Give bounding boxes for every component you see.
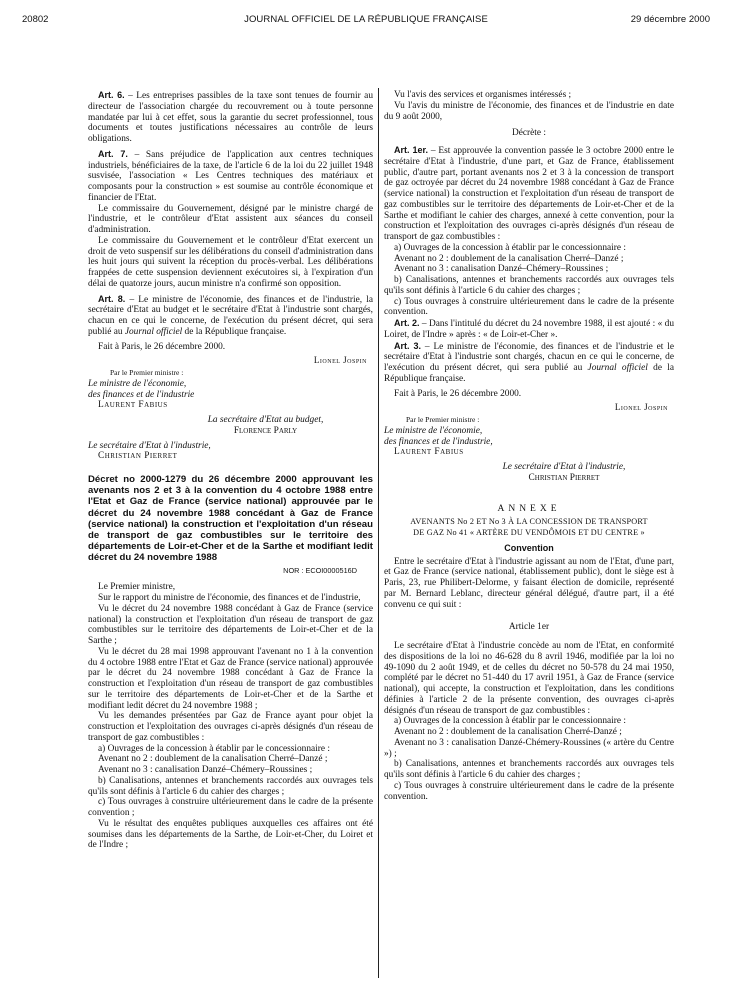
industrie-title: Le secrétaire d'Etat à l'industrie, [502, 462, 626, 472]
paragraph: c) Tous ouvrages à construire ultérieurement dans le cadre de la présente convention. [384, 296, 674, 318]
industrie-name: Christian Pierret [98, 451, 178, 462]
paragraph: a) Ouvrages de la concession à établir par le concessionnaire : [394, 242, 626, 253]
page-number: 20802 [22, 14, 49, 25]
convention-heading: Convention [504, 542, 554, 553]
ministre-title-2: des finances et de l'industrie [88, 389, 195, 400]
fait-a-paris: Fait à Paris, le 26 décembre 2000. [98, 341, 226, 352]
left-column [88, 90, 373, 851]
avenants-heading-2: DE GAZ No 41 « ARTÈRE DU VENDÔMOIS ET DU CENTRE » [413, 528, 645, 537]
paragraph: Vu le décret du 24 novembre 1988 concédant à Gaz de France (service national) la construction et l'exploitation d'un réseau de transport de gaz combustibles sur le territoire des départements de Loir-et-Cher et de la Sarthe ; [88, 603, 373, 647]
article-8: Art. 8. – Le ministre de l'économie, des finances et de l'industrie, la secrétaire d'Etat au budget et le secrétaire d'Etat à l'industrie sont chargés, chacun en ce qui le concerne, de l'exécution du présent décret, qui sera publié au Journal officiel de la République française. [88, 293, 373, 337]
paragraph: Sur le rapport du ministre de l'économie, des finances et de l'industrie, [98, 593, 361, 604]
paragraph: Vu le décret du 28 mai 1998 approuvant l'avenant no 1 à la convention du 4 octobre 1988 entre l'Etat et Gaz de France (service national) approuvée par le décret du 24 novembre 1988 concédant à Gaz de France la construction et l'exploitation d'un réseau de transport de gaz combustibles sur le territoire des départements de Loir-et-Cher et de la Sarthe et modifiant ledit décret du 24 novembre 1988 ; [88, 646, 373, 711]
article-1-heading: Article 1er [508, 622, 550, 633]
ministre-name: Laurent Fabius [394, 447, 464, 458]
paragraph: Le commissaire du Gouvernement et le contrôleur d'Etat exercent un droit de veto suspensif sur les délibérations du conseil d'administration dans les huit jours qui suivent la réception du procès-verbal. Les délibérations frappées de cette suspension deviennent exécutoires si, à l'expiration d'un délai de quatorze jours, aucun ministre n'a confirmé son opposition. [88, 235, 373, 289]
column-divider [378, 88, 379, 978]
article-3: Art. 3. – Le ministre de l'économie, des finances et de l'industrie et le secrétaire d'Etat à l'industrie sont chargés, chacun en ce qui le concerne, de l'exécution du présent décret, qui sera publié au Journal officiel de la République française. [384, 340, 674, 384]
article-1: Art. 1er. – Est approuvée la convention passée le 3 octobre 2000 entre le secrétaire d'Etat à l'industrie, d'une part, et Gaz de France, établissement public, d'autre part, portant avenants nos 2 et 3 à la concession de transport de gaz octroyée par décret du 24 novembre 1988 concédant à Gaz de France (service national) la construction et l'exploitation d'un réseau de transport de gaz combustibles sur le territoire des départements de Loir-et-Cher et de la Sarthe et modifiant le cahier des charges, annexé à cette convention, pour la construction et l'exploitation des ouvrages ci-après désignés d'un réseau de transport de gaz combustibles : [384, 145, 674, 242]
nor-reference: NOR : ECOI0000516D [283, 565, 357, 575]
paragraph: Avenant no 2 : doublement de la canalisation Cherré–Danzé ; [98, 754, 328, 765]
signature-pm: Lionel Jospin [313, 355, 367, 366]
paragraph: Le Premier ministre, [98, 582, 176, 593]
right-column [384, 90, 674, 802]
par-le-premier-ministre: Par le Premier ministre : [110, 368, 184, 377]
paragraph: Avenant no 3 : canalisation Danzé-Chémery-Roussines (« artère du Centre ») ; [384, 737, 674, 759]
paragraph: a) Ouvrages de la concession à établir par le concessionnaire : [394, 716, 626, 727]
budget-title: La secrétaire d'Etat au budget, [207, 415, 324, 425]
paragraph: Vu l'avis des services et organismes intéressés ; [394, 90, 572, 100]
paragraph: c) Tous ouvrages à construire ultérieurement dans le cadre de la présente convention ; [88, 797, 373, 819]
journal-title: JOURNAL OFFICIEL DE LA RÉPUBLIQUE FRANÇAISE [244, 14, 488, 25]
paragraph: Vu le résultat des enquêtes publiques auxquelles ces affaires ont été soumises dans les départements de la Sarthe, de Loir-et-Cher, du Loiret et de l'Indre ; [88, 818, 373, 851]
paragraph: Avenant no 2 : doublement de la canalisation Cherré–Danzé ; [394, 253, 624, 264]
article-7: Art. 7. – Sans préjudice de l'application aux centres techniques industriels, bénéficiaires de la taxe, de l'article 6 de la loi du 22 juillet 1948 susvisée, l'association « Les Centres techniques des matériaux et composants pour la construction » est soumise au contrôle économique et financier de l'Etat. [88, 148, 373, 203]
paragraph: Avenant no 2 : doublement de la canalisation Cherré-Danzé ; [394, 727, 622, 737]
annexe-heading: ANNEXE [497, 503, 561, 514]
page-header [22, 14, 710, 30]
ministre-title: Le ministre de l'économie, [384, 425, 483, 436]
paragraph: Le commissaire du Gouvernement, désigné par le ministre chargé de l'industrie, et le contrôleur d'Etat assistent aux séances du conseil d'administration. [88, 203, 373, 235]
paragraph: Vu les demandes présentées par Gaz de France ayant pour objet la construction et l'exploitation des ouvrages ci-après désignés d'un réseau de transport de gaz combustibles : [88, 711, 373, 743]
issue-date: 29 décembre 2000 [630, 14, 710, 25]
paragraph: c) Tous ouvrages à construire ultérieurement dans le cadre de la présente convention. [384, 780, 674, 802]
par-le-premier-ministre: Par le Premier ministre : [406, 415, 480, 424]
decrete-heading: Décrète : [512, 128, 546, 139]
paragraph: b) Canalisations, antennes et branchements raccordés aux ouvrages tels qu'ils sont définis à l'article 6 du cahier des charges ; [384, 759, 674, 780]
paragraph: b) Canalisations, antennes et branchements raccordés aux ouvrages tels qu'ils sont définis à l'article 6 du cahier des charges ; [88, 775, 373, 797]
ministre-name: Laurent Fabius [98, 400, 168, 411]
article-6: Art. 6. – Les entreprises passibles de la taxe sont tenues de fournir au directeur de l'association chargée du recouvrement ou à toute personne mandatée par lui à cet effet, sous la garantie du secret professionnel, tous documents et toutes justifications nécessaires au contrôle de leurs obligations. [88, 90, 373, 144]
fait-a-paris: Fait à Paris, le 26 décembre 2000. [394, 388, 522, 399]
paragraph: Vu l'avis du ministre de l'économie, des finances et de l'industrie en date du 9 août 2000, [384, 100, 674, 122]
paragraph: b) Canalisations, antennes et branchements raccordés aux ouvrages tels qu'ils sont définis à l'article 6 du cahier des charges ; [384, 275, 674, 296]
article-2: Art. 2. – Dans l'intitulé du décret du 24 novembre 1988, il est ajouté : « du Loiret, de l'Indre » après : « de Loir-et-Cher ». [384, 318, 674, 340]
paragraph: Entre le secrétaire d'Etat à l'industrie agissant au nom de l'Etat, d'une part, et Gaz de France (service national, établissement public), dont le siège est à Paris, 23, rue Philibert-Delorme, y faisant élection de domicile, représenté par M. Bernard Leblanc, directeur général délégué, d'autre part, il a été convenu ce qui suit : [384, 556, 674, 610]
paragraph: Avenant no 3 : canalisation Danzé–Chémery–Roussines ; [98, 765, 313, 776]
ministre-title: Le ministre de l'économie, [88, 378, 187, 389]
decret-title: Décret no 2000-1279 du 26 décembre 2000 approuvant les avenants nos 2 et 3 à la convention du 4 octobre 1988 entre l'Etat et Gaz de France (service national) approuvée par le décret du 24 novembre 1988 concédant à Gaz de France (service national) la construction et l'exploitation d'un réseau de transport de gaz combustibles sur le territoire des départements de Loir-et-Cher et de la Sarthe et modifiant ledit décret du 24 novembre 1988 [88, 474, 373, 564]
paragraph: a) Ouvrages de la concession à établir par le concessionnaire : [98, 743, 330, 754]
signature-pm: Lionel Jospin [614, 402, 668, 413]
budget-name: Florence Parly [233, 425, 298, 436]
avenants-heading: AVENANTS No 2 ET No 3 À LA CONCESSION DE TRANSPORT [410, 517, 648, 527]
paragraph: Avenant no 3 : canalisation Danzé–Chémery–Roussines ; [394, 264, 609, 275]
industrie-name: Christian Pierret [528, 472, 600, 483]
ministre-title-2: des finances et de l'industrie, [384, 436, 493, 447]
industrie-title: Le secrétaire d'Etat à l'industrie, [88, 440, 211, 451]
paragraph: Le secrétaire d'Etat à l'industrie concède au nom de l'Etat, en conformité des dispositions de la loi no 46-628 du 8 avril 1946, modifiée par la loi no 49-1090 du 2 août 1949, et de celles du décret no 50-578 du 24 mai 1950, complété par le décret no 51-440 du 17 avril 1951, à Gaz de France (service national), qui accepte, la construction et l'exploitation, dans les conditions définies à l'article 2 de la présente convention, des ouvrages ci-après désignés d'un réseau de transport de gaz combustibles : [384, 641, 674, 716]
